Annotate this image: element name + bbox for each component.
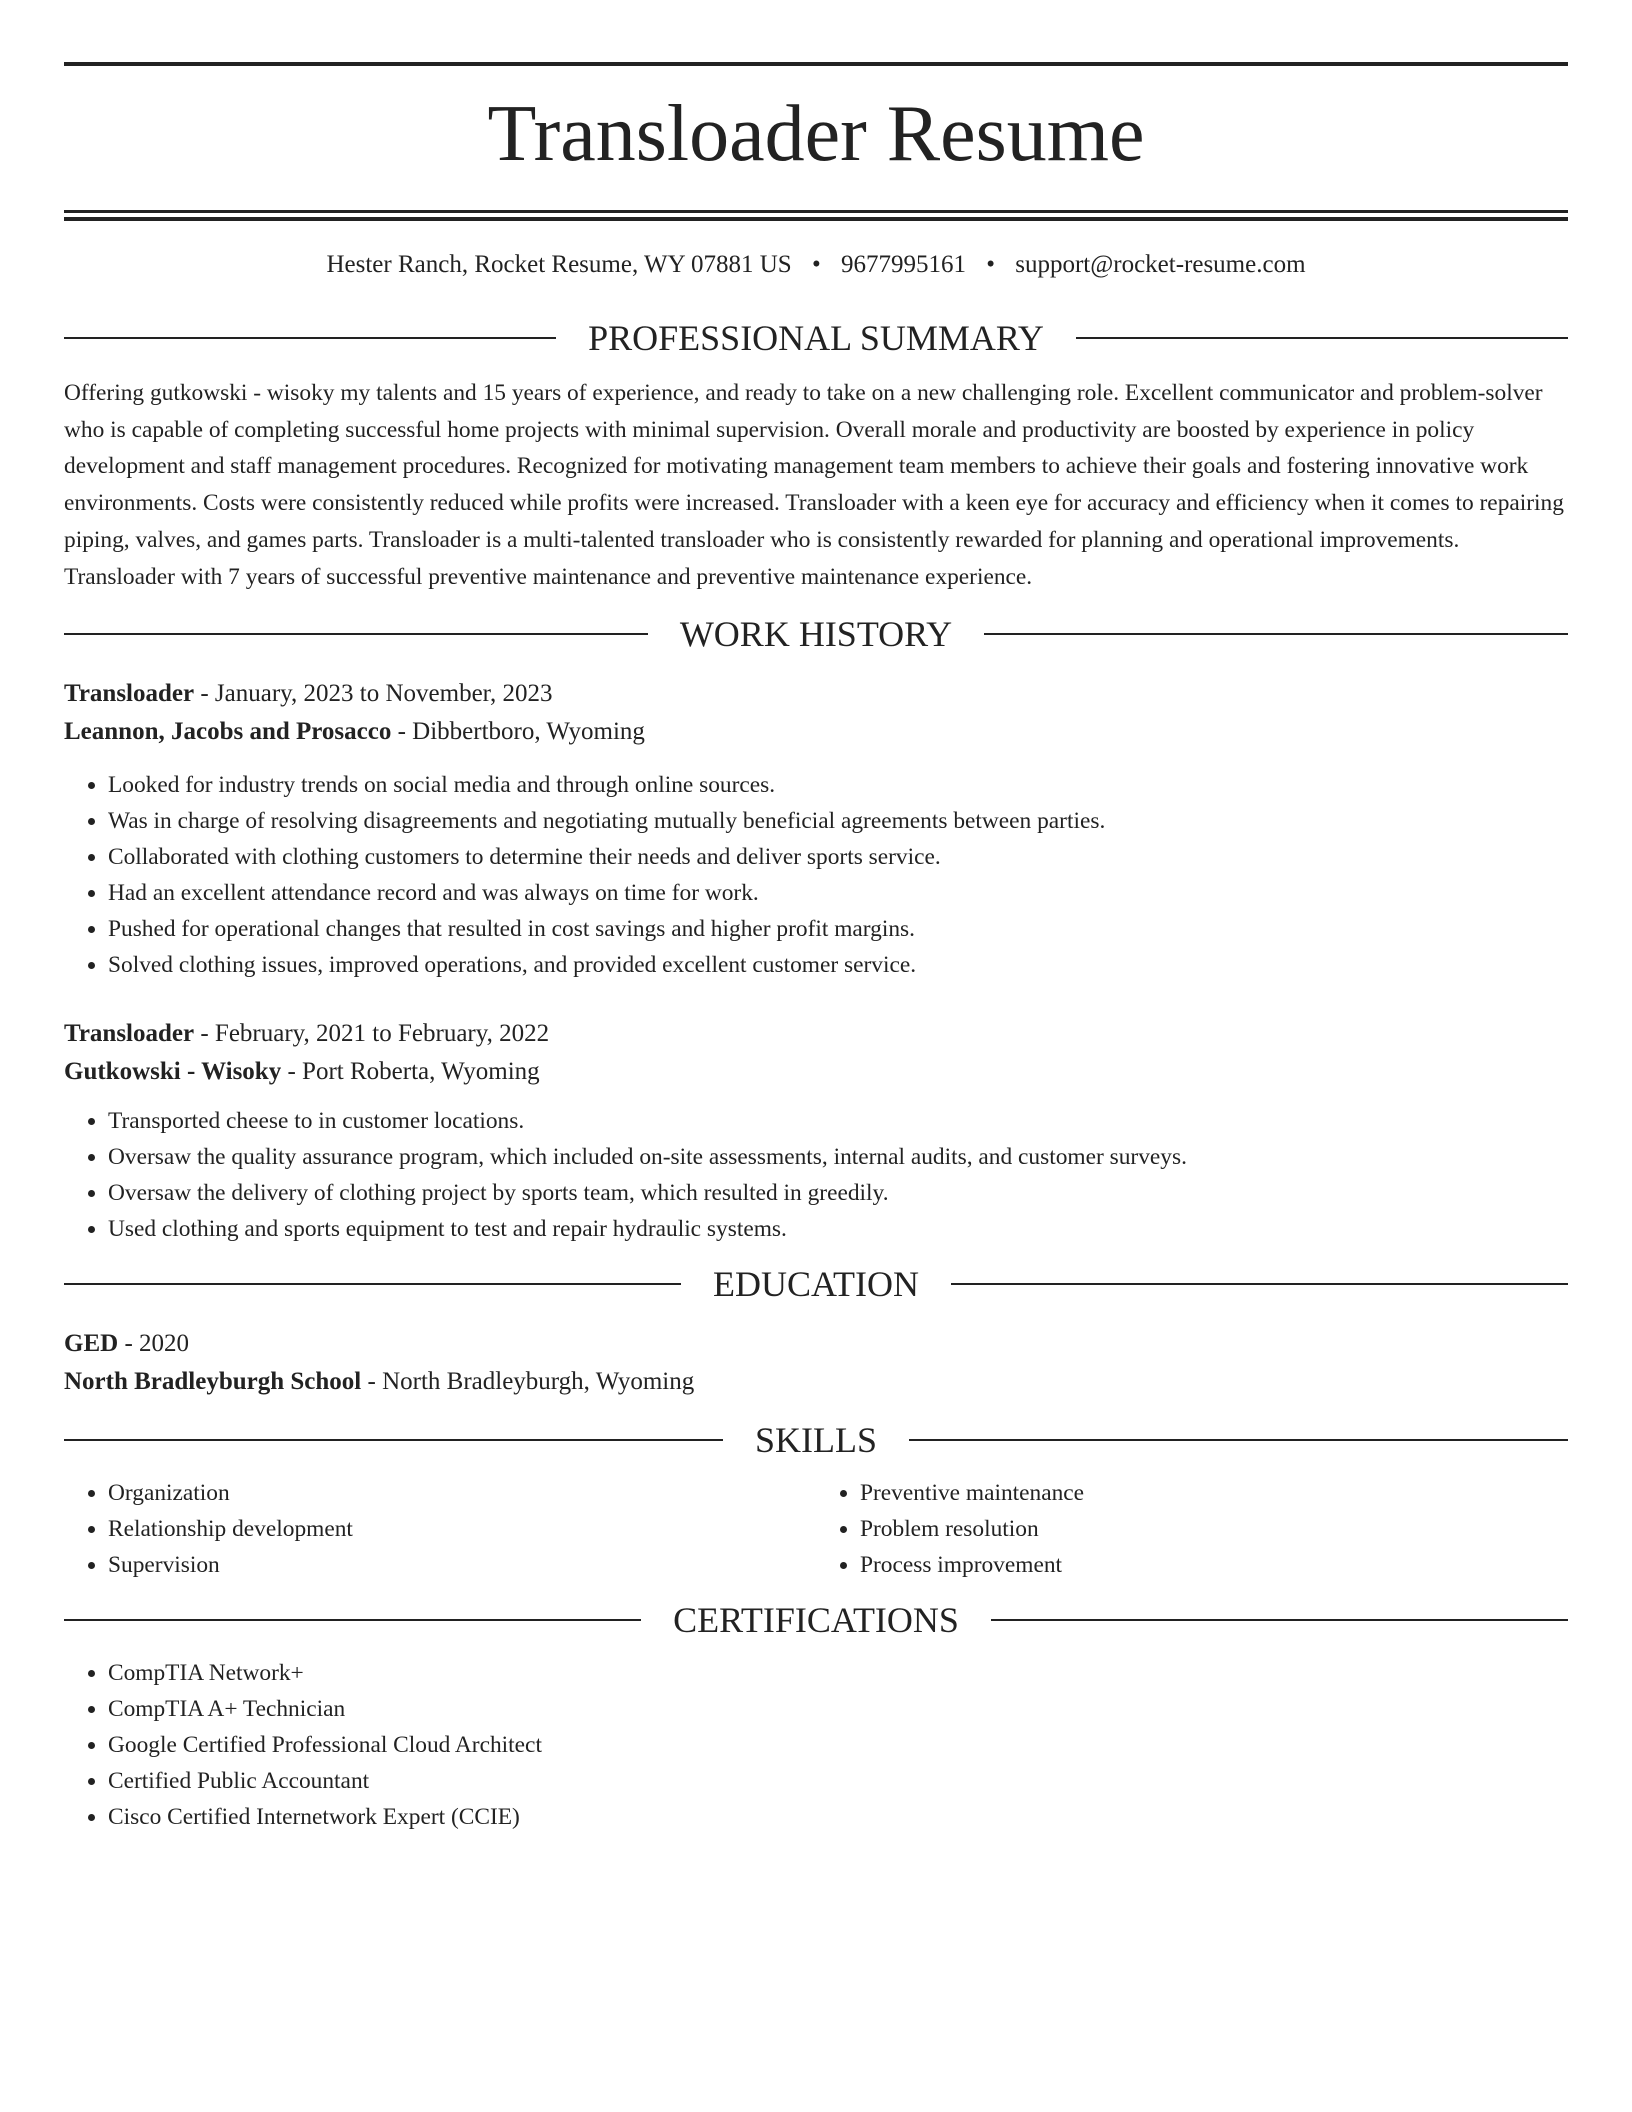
section-rule (951, 1283, 1568, 1285)
list-item: • Relationship development (108, 1511, 816, 1547)
list-item: • Used clothing and sports equipment to test and repair hydraulic systems. (108, 1211, 1568, 1247)
contact-address: Hester Ranch, Rocket Resume, WY 07881 US (326, 251, 792, 278)
list-item: • Pushed for operational changes that resulted in cost savings and higher profit margins. (108, 911, 1568, 947)
list-item: • Certified Public Accountant (108, 1763, 1568, 1799)
section-title-summary: PROFESSIONAL SUMMARY (588, 318, 1044, 358)
section-title-certifications: CERTIFICATIONS (673, 1600, 959, 1641)
job-company-line (64, 713, 1568, 751)
section-title-work: WORK HISTORY (679, 614, 953, 655)
section-header-skills (64, 1415, 1568, 1465)
job-location: - Port Roberta, Wyoming (281, 1058, 540, 1086)
list-item: • Google Certified Professional Cloud Architect (108, 1727, 1568, 1763)
education-school-line (64, 1363, 1568, 1401)
section-rule (984, 633, 1568, 635)
section-header-education (64, 1259, 1568, 1309)
list-item: • Organization (108, 1475, 816, 1511)
job-company: Gutkowski - Wisoky (64, 1058, 282, 1086)
job-entry (64, 1015, 1568, 1247)
list-item: • CompTIA A+ Technician (108, 1691, 1568, 1727)
job-duties-list (64, 767, 1568, 983)
education-year: - 2020 (118, 1330, 190, 1358)
section-rule (991, 1619, 1568, 1621)
contact-separator: • (986, 251, 995, 278)
list-item: • Cisco Certified Internetwork Expert (CCIE) (108, 1799, 1568, 1835)
list-item: • Solved clothing issues, improved operations, and provided excellent customer service. (108, 947, 1568, 983)
list-item: • Process improvement (860, 1547, 1568, 1583)
job-location: - Dibbertboro, Wyoming (391, 718, 645, 746)
section-header-work (64, 609, 1568, 659)
job-company: Leannon, Jacobs and Prosacco (64, 718, 392, 746)
certifications-list (64, 1655, 1568, 1835)
job-title-line (64, 1015, 1568, 1053)
contact-phone: 9677995161 (840, 251, 966, 278)
job-title-line (64, 675, 1568, 713)
summary-text: Offering gutkowski - wisoky my talents and 15 years of experience, and ready to take on a new challenging role. Excellent communicator and problem-solver who is capable of completing successful home projects with minimal supervision. Overall morale and productivity are boosted by experience in policy development and staff management procedures. Recognized for motivating management team members to achieve their goals and fostering innovative work environments. Costs were consistently reduced while profits were increased. Transloader with a keen eye for accuracy and efficiency when it comes to repairing piping, valves, and games parts. Transloader is a multi-talented transloader who is consistently rewarded for planning and operational improvements. Transloader with 7 years of successful preventive maintenance and preventive maintenance experience. (64, 380, 1564, 590)
job-company-line (64, 1053, 1568, 1091)
contact-email: support@rocket-resume.com (1015, 251, 1306, 278)
section-rule (64, 1619, 641, 1621)
skills-list-right (816, 1475, 1568, 1583)
list-item: • Looked for industry trends on social media and through online sources. (108, 767, 1568, 803)
section-title-education: EDUCATION (713, 1264, 919, 1305)
list-item: • Preventive maintenance (860, 1475, 1568, 1511)
education-location: - North Bradleyburgh, Wyoming (361, 1368, 695, 1396)
job-title: Transloader (64, 680, 195, 708)
section-title-skills: SKILLS (755, 1420, 878, 1461)
list-item: • Was in charge of resolving disagreements and negotiating mutually beneficial agreements between parties. (108, 803, 1568, 839)
job-title: Transloader (64, 1020, 195, 1048)
section-rule (909, 1439, 1568, 1441)
job-duties-list (64, 1103, 1568, 1247)
job-entry (64, 675, 1568, 983)
list-item: • CompTIA Network+ (108, 1655, 1568, 1691)
contact-separator: • (811, 251, 821, 278)
list-item: • Collaborated with clothing customers to determine their needs and deliver sports service. (108, 839, 1568, 875)
education-entry (64, 1325, 1568, 1401)
list-item: • Transported cheese to in customer locations. (108, 1103, 1568, 1139)
education-degree: GED (64, 1330, 119, 1358)
education-degree-line (64, 1325, 1568, 1363)
page-title: Transloader Resume (487, 90, 1145, 178)
list-item: • Problem resolution (860, 1511, 1568, 1547)
contact-line (64, 247, 1568, 283)
skills-grid (64, 1475, 1568, 1583)
section-rule (64, 337, 556, 339)
section-header-certifications (64, 1595, 1568, 1645)
section-rule (64, 1439, 723, 1441)
title-double-rule (64, 210, 1568, 221)
education-school: North Bradleyburgh School (64, 1368, 362, 1396)
section-rule (64, 633, 648, 635)
list-item: • Oversaw the quality assurance program, which included on-site assessments, internal audits, and customer surveys. (108, 1139, 1568, 1175)
list-item: • Supervision (108, 1547, 816, 1583)
section-header-summary (64, 313, 1568, 363)
section-rule (1076, 337, 1568, 339)
skills-list-left (64, 1475, 816, 1583)
job-dates: - January, 2023 to November, 2023 (194, 680, 553, 708)
list-item: • Had an excellent attendance record and was always on time for work. (108, 875, 1568, 911)
section-rule (64, 1283, 681, 1285)
list-item: • Oversaw the delivery of clothing project by sports team, which resulted in greedily. (108, 1175, 1568, 1211)
job-dates: - February, 2021 to February, 2022 (194, 1020, 550, 1048)
